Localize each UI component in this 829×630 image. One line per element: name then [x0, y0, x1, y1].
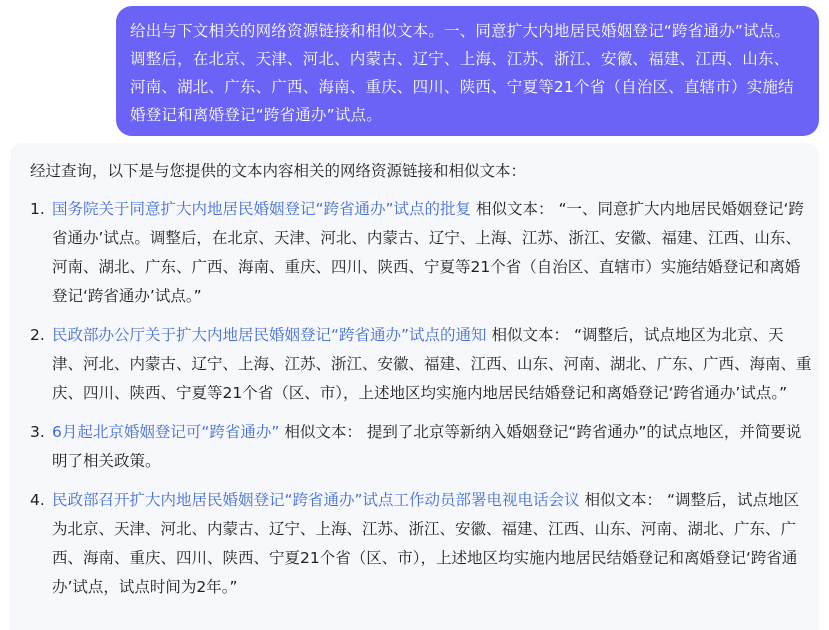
assistant-message-card	[10, 143, 819, 630]
similar-text: “调整后，试点地区为北京、天津、河北、内蒙古、辽宁、上海、江苏、浙江、安徽、福建、江西、山东、河南、湖北、广东、广西、海南、重庆、四川、陕西、宁夏21个省（区、市），上述地区均实施内地居民结婚登记和离婚登记‘跨省通办’试点，试点时间为2年。”	[52, 491, 799, 596]
result-item	[30, 195, 812, 311]
result-item	[30, 418, 812, 476]
assistant-intro-text: 经过查询，以下是与您提供的文本内容相关的网络资源链接和相似文本：	[30, 162, 527, 180]
user-message-text: 给出与下文相关的网络资源链接和相似文本。一、同意扩大内地居民婚姻登记“跨省通办”试点。调整后，在北京、天津、河北、内蒙古、辽宁、上海、江苏、浙江、安徽、福建、江西、山东、河南、湖北、广东、广西、海南、重庆、四川、陕西、宁夏等21个省（自治区、直辖市）实施结婚登记和离婚登记“跨省通办”试点。	[130, 22, 794, 124]
similar-text-label: 相似文本：	[491, 326, 570, 344]
user-message-bubble	[116, 6, 819, 136]
similar-text-label: 相似文本：	[476, 200, 554, 218]
result-number: 1.	[30, 200, 45, 218]
result-link[interactable]: 民政部办公厅关于扩大内地居民婚姻登记“跨省通办”试点的通知	[52, 326, 487, 344]
similar-text: 提到了北京等新纳入婚姻登记“跨省通办”的试点地区，并简要说明了相关政策。	[52, 423, 802, 470]
result-number: 2.	[30, 326, 45, 344]
result-number: 3.	[30, 423, 45, 441]
result-list	[30, 195, 812, 612]
result-item	[30, 321, 812, 408]
similar-text: “调整后，试点地区为北京、天津、河北、内蒙古、辽宁、上海、江苏、浙江、安徽、福建、江西、山东、河南、湖北、广东、广西、海南、重庆、四川、陕西、宁夏等21个省（区、市），上述地区均实施内地居民结婚登记和离婚登记‘跨省通办’试点。”	[52, 326, 812, 402]
similar-text: “一、同意扩大内地居民婚姻登记‘跨省通办’试点。调整后，在北京、天津、河北、内蒙古、辽宁、上海、江苏、浙江、安徽、福建、江西、山东、河南、湖北、广东、广西、海南、重庆、四川、陕西、宁夏等21个省（自治区、直辖市）实施结婚登记和离婚登记‘跨省通办’试点。”	[52, 200, 804, 305]
similar-text-label: 相似文本：	[584, 491, 663, 509]
result-link[interactable]: 民政部召开扩大内地居民婚姻登记“跨省通办”试点工作动员部署电视电话会议	[52, 491, 580, 509]
similar-text-label: 相似文本：	[284, 423, 362, 441]
result-link[interactable]: 国务院关于同意扩大内地居民婚姻登记“跨省通办”试点的批复	[52, 200, 472, 218]
result-link[interactable]: 6月起北京婚姻登记可“跨省通办”	[52, 423, 280, 441]
result-number: 4.	[30, 491, 45, 509]
result-item	[30, 486, 812, 602]
